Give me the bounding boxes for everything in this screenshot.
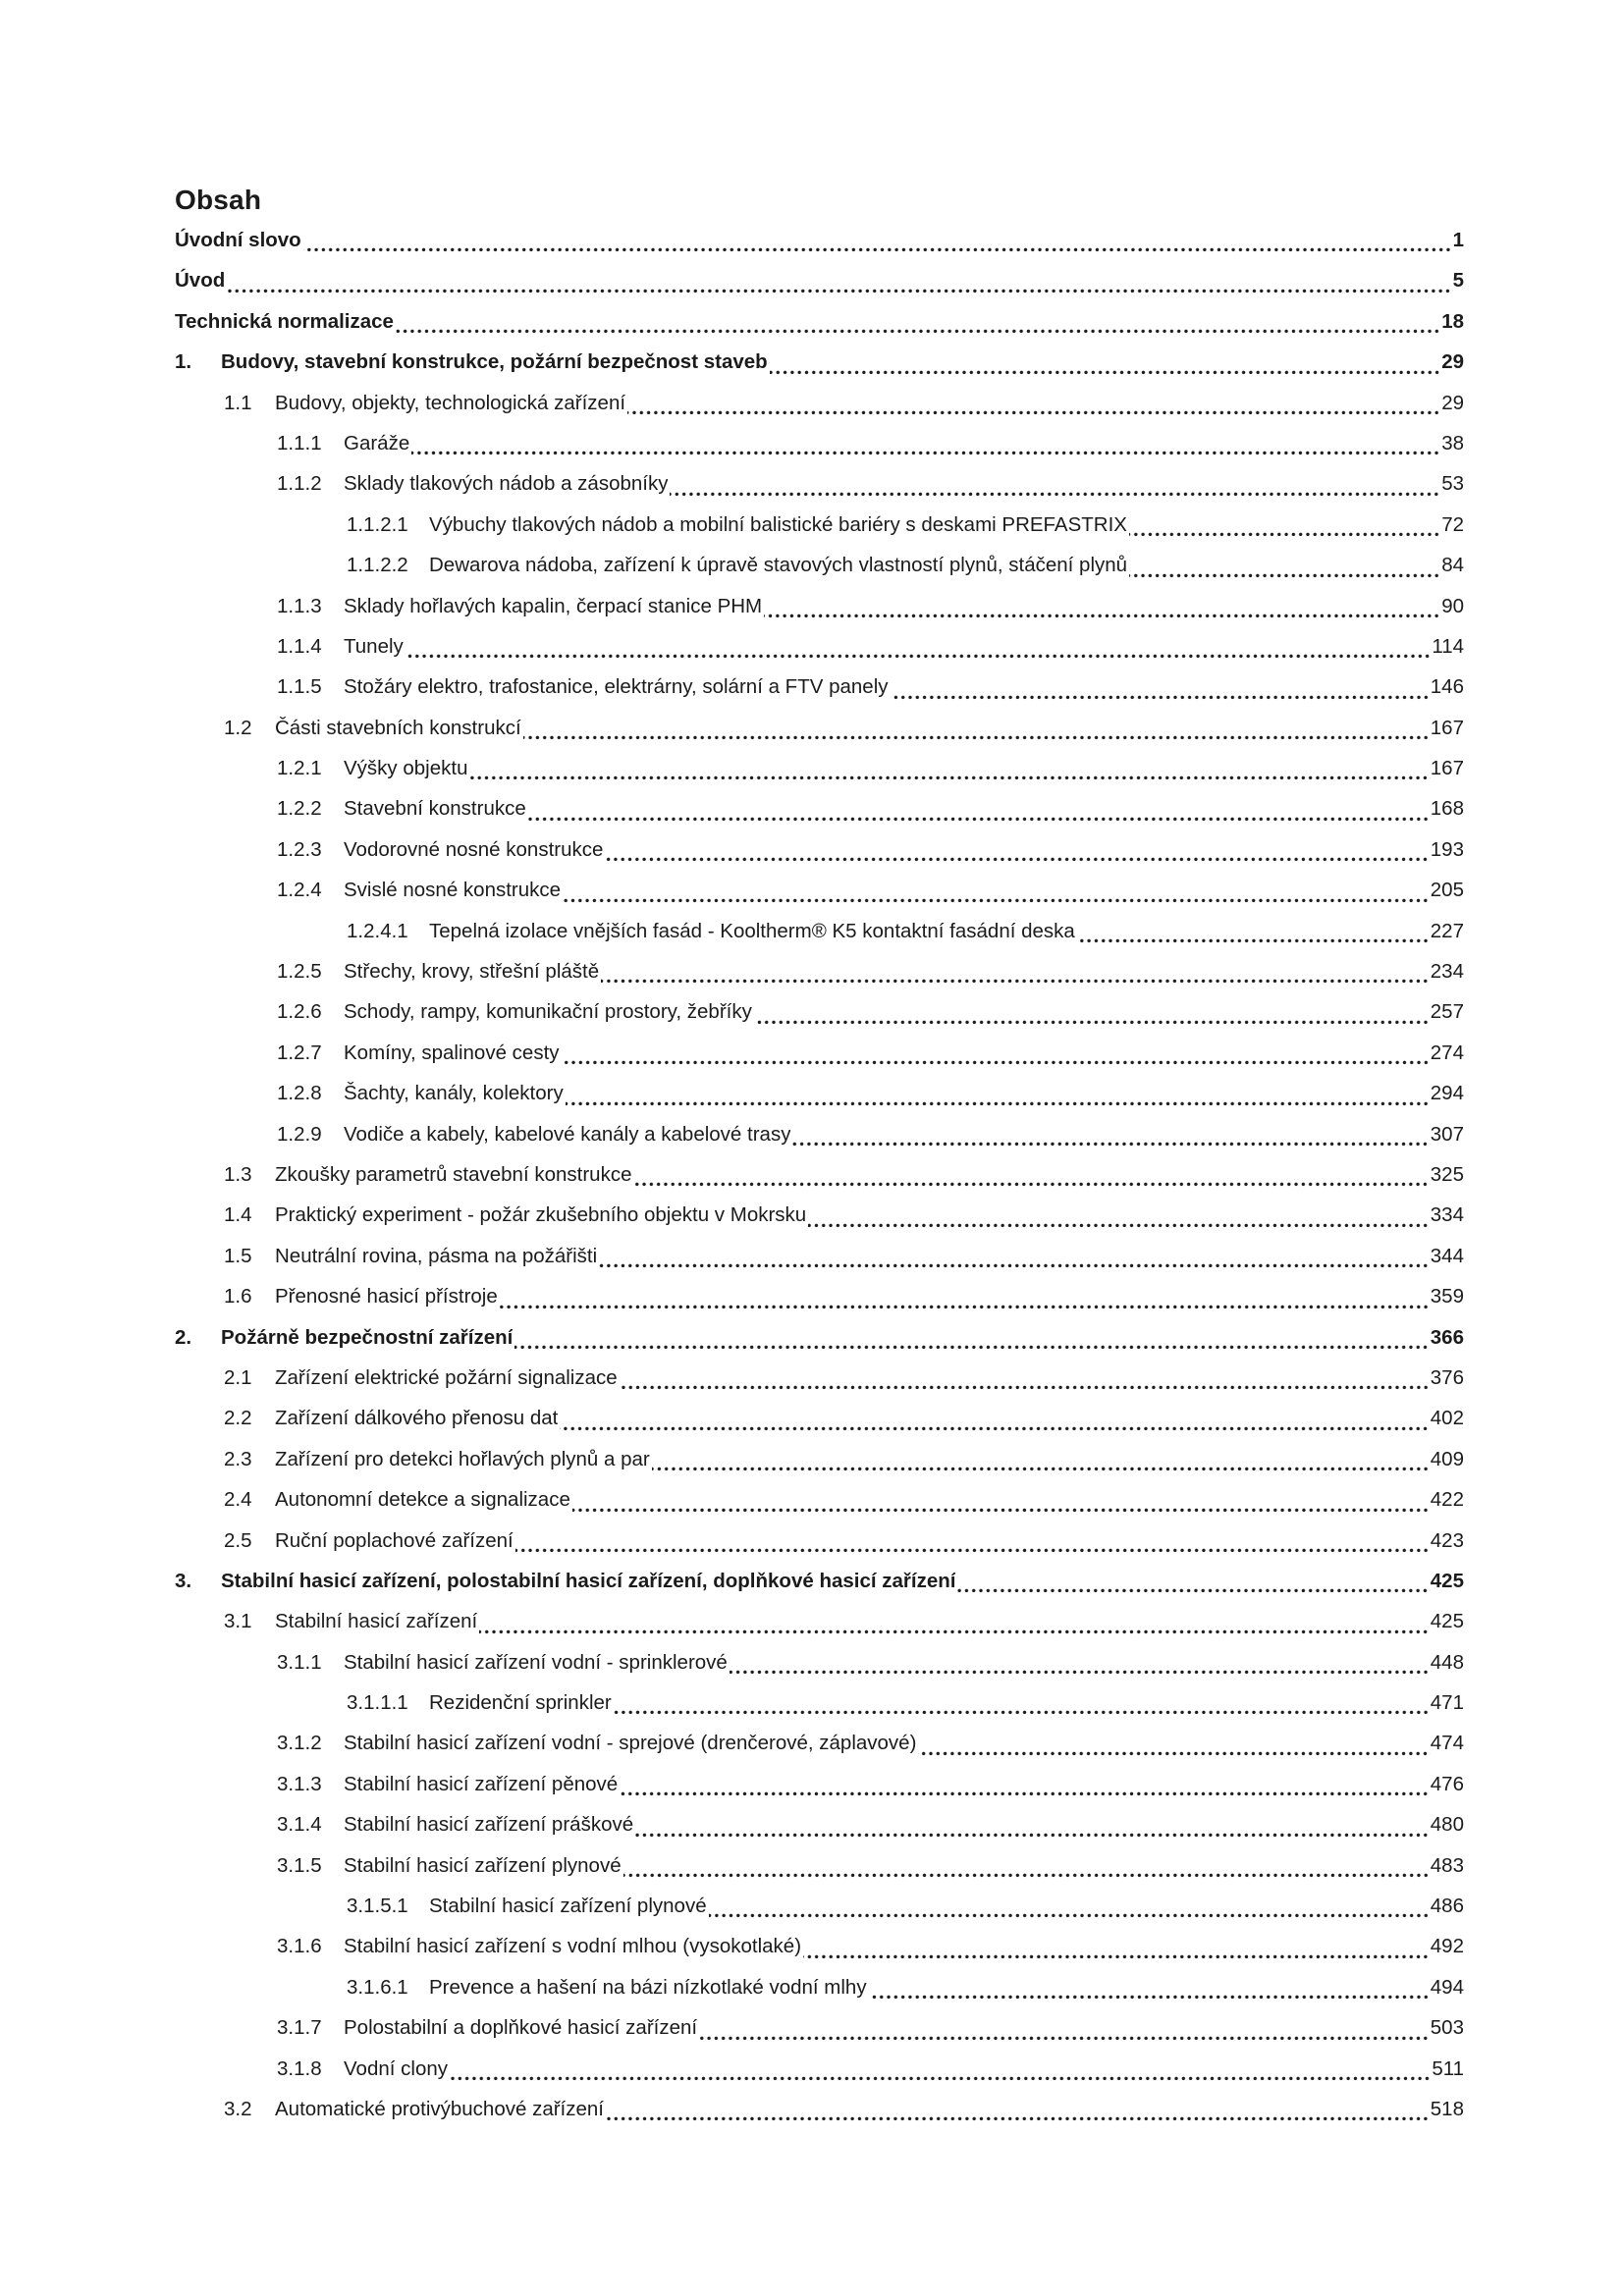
toc-entry-page-number: 422 [1430,1488,1464,1512]
toc-entry [175,586,1464,626]
dot-leader [792,1142,1430,1147]
toc-entry [175,1764,1464,1804]
toc-entry [175,301,1464,342]
toc-entry-number: 3.1.4 [277,1813,322,1837]
dot-leader [652,1467,1431,1471]
toc-entry-page-number: 167 [1430,716,1464,739]
toc-entry-number: 3.1.5 [277,1853,322,1877]
toc-entry-number: 1.2.2 [277,797,322,821]
toc-entry [175,788,1464,828]
toc-entry-label: Stabilní hasicí zařízení vodní - sprinklerové [344,1650,728,1674]
dot-leader [563,898,1431,903]
toc-entry-number: 1.1 [224,391,252,414]
toc-entry-page-number: 53 [1441,472,1464,496]
toc-entry-page-number: 38 [1441,431,1464,454]
toc-entry-label: Požárně bezpečnostní zařízení [221,1325,514,1349]
dot-leader [1129,573,1441,578]
dot-leader [620,1791,1431,1796]
toc-entry [175,1236,1464,1276]
toc-entry-label: Tunely [344,634,404,658]
toc-entry-label: Zkoušky parametrů stavební konstrukce [275,1162,632,1186]
toc-entry [175,260,1464,300]
toc-entry-number: 1.4 [224,1203,252,1227]
dot-leader [601,979,1431,984]
toc-entry-label: Úvod [175,269,226,293]
toc-entry-label: Komíny, spalinové cesty [344,1041,560,1064]
dot-leader [450,2076,1432,2081]
toc-entry [175,2007,1464,2048]
toc-entry-label: Zařízení dálkového přenosu dat [275,1407,559,1430]
toc-entry-page-number: 425 [1430,1569,1464,1592]
toc-entry [175,1154,1464,1195]
toc-entry [175,220,1464,260]
toc-entry-number: 3.1.8 [277,2056,322,2080]
toc-entry-number: 1.2.9 [277,1122,322,1146]
toc-entry-label: Výšky objektu [344,757,468,780]
dot-leader [566,1101,1431,1106]
toc-entry [175,1642,1464,1682]
toc-entry-label: Vodiče a kabely, kabelové kanály a kabelové trasy [344,1122,791,1146]
toc-entry-label: Vodorovné nosné konstrukce [344,837,604,861]
toc-entry-label: Stavební konstrukce [344,797,526,821]
toc-entry [175,951,1464,991]
toc-entry-number: 1.2.5 [277,960,322,984]
toc-entry-label: Vodní clony [344,2056,448,2080]
toc-entry-page-number: 359 [1430,1285,1464,1308]
toc-entry-label: Stabilní hasicí zařízení plynové [344,1853,622,1877]
toc-entry [175,1521,1464,1561]
dot-leader [599,1263,1431,1268]
toc-entry-label: Tepelná izolace vnějších fasád - Kooltherm® K5 kontaktní fasádní deska [429,919,1075,942]
toc-entry-number: 3.1.1.1 [347,1691,408,1715]
toc-entry-label: Budovy, objekty, technologická zařízení [275,391,626,414]
dot-leader [406,654,1433,659]
toc-entry-label: Sklady hořlavých kapalin, čerpací stanice PHM [344,594,763,617]
toc-entry-page-number: 274 [1430,1041,1464,1064]
dot-leader [523,735,1431,740]
toc-entry [175,1561,1464,1601]
toc-entry-page-number: 205 [1430,879,1464,902]
dot-leader [808,1223,1431,1228]
toc-entry-page-number: 334 [1430,1203,1464,1227]
toc-entry-number: 3.1.3 [277,1772,322,1795]
toc-entry-number: 1.2.1 [277,757,322,780]
toc-entry [175,1845,1464,1886]
toc-entry [175,1804,1464,1844]
toc-entry-number: 1.1.2 [277,472,322,496]
toc-entry-label: Prevence a hašení na bázi nízkotlaké vodní mlhy [429,1975,867,1999]
dot-leader [479,1629,1431,1634]
toc-entry-label: Sklady tlakových nádob a zásobníky [344,472,669,496]
toc-entry-number: 3.1.7 [277,2016,322,2040]
toc-entry-label: Stabilní hasicí zařízení [275,1610,478,1633]
dot-leader [764,614,1441,618]
toc-entry [175,383,1464,423]
toc-entry-page-number: 257 [1430,1000,1464,1024]
toc-entry-page-number: 471 [1430,1691,1464,1715]
toc-entry-label: Stabilní hasicí zařízení vodní - sprejové (drenčerové, záplavové) [344,1732,917,1755]
dot-leader [635,1833,1431,1838]
toc-entry-label: Dewarova nádoba, zařízení k úpravě stavových vlastností plynů, stáčení plynů [429,554,1128,577]
toc-entry [175,1114,1464,1154]
toc-entry [175,1398,1464,1438]
toc-entry [175,829,1464,870]
dot-leader [303,247,1453,252]
toc-entry-number: 1.1.2.2 [347,554,408,577]
toc-entry [175,463,1464,504]
toc-entry [175,1601,1464,1641]
toc-entry [175,423,1464,463]
toc-entry-number: 1.1.5 [277,675,322,699]
toc-entry-page-number: 476 [1430,1772,1464,1795]
dot-leader [227,289,1452,294]
toc-entry-label: Střechy, krovy, střešní pláště [344,960,600,984]
toc-entry [175,1439,1464,1479]
toc-entry-page-number: 503 [1430,2016,1464,2040]
toc-entry-label: Schody, rampy, komunikační prostory, žebříky [344,1000,752,1024]
toc-entry [175,2089,1464,2129]
dot-leader [1129,532,1441,537]
toc-entry-page-number: 167 [1430,757,1464,780]
toc-entry-label: Zařízení elektrické požární signalizace [275,1365,618,1389]
toc-entry-number: 2.4 [224,1488,252,1512]
dot-leader [572,1508,1431,1513]
toc-entry-label: Úvodní slovo [175,229,301,251]
toc-entry-page-number: 72 [1441,512,1464,536]
toc-entry [175,1967,1464,2007]
toc-entry-label: Stožáry elektro, trafostanice, elektrárny, solární a FTV panely [344,675,889,699]
toc-entry [175,1886,1464,1926]
toc-entry-page-number: 480 [1430,1813,1464,1837]
toc-entry [175,545,1464,585]
toc-entry-page-number: 29 [1441,350,1464,374]
toc-entry-number: 1.2.4.1 [347,919,408,942]
toc-entry-number: 1.2.4 [277,879,322,902]
toc-entry-label: Garáže [344,431,410,454]
toc-entry-label: Stabilní hasicí zařízení s vodní mlhou (vysokotlaké) [344,1935,802,1958]
toc-entry [175,342,1464,382]
toc-entry-page-number: 474 [1430,1732,1464,1755]
toc-entry-number: 1.1.3 [277,594,322,617]
toc-entry-label: Neutrální rovina, pásma na požářišti [275,1244,598,1267]
toc-entry-page-number: 146 [1430,675,1464,699]
toc-entry-label: Stabilní hasicí zařízení, polostabilní hasicí zařízení, doplňkové hasicí zařízení [221,1569,956,1592]
toc-entry-number: 1.3 [224,1162,252,1186]
toc-entry-number: 1.2.3 [277,837,322,861]
toc-entry [175,2049,1464,2089]
toc-entry-label: Části stavebních konstrukcí [275,716,521,739]
toc-entry-page-number: 483 [1430,1853,1464,1877]
toc-page [175,185,1464,2129]
toc-entry-number: 3. [175,1569,192,1592]
dot-leader [670,492,1441,497]
page-title: Obsah [175,185,262,215]
toc-entry-page-number: 423 [1430,1528,1464,1552]
toc-entry-page-number: 492 [1430,1935,1464,1958]
toc-entry-page-number: 307 [1430,1122,1464,1146]
dot-leader [500,1305,1431,1309]
toc-entry-number: 1.1.2.1 [347,512,408,536]
dot-leader [614,1710,1431,1715]
toc-entry [175,870,1464,910]
toc-entry-page-number: 486 [1430,1895,1464,1918]
toc-entry-number: 2. [175,1325,192,1349]
toc-entry-label: Ruční poplachové zařízení [275,1528,514,1552]
toc-entry-number: 3.1 [224,1610,252,1633]
toc-entry-page-number: 376 [1430,1365,1464,1389]
toc-entry-label: Stabilní hasicí zařízení práškové [344,1813,634,1837]
dot-leader [528,817,1431,822]
dot-leader [869,1995,1431,2000]
toc-entry-page-number: 18 [1441,309,1464,333]
toc-entry-page-number: 511 [1432,2056,1464,2080]
dot-leader [411,451,1441,455]
toc-entry-page-number: 294 [1430,1082,1464,1105]
dot-leader [730,1670,1431,1675]
toc-entry-page-number: 227 [1430,919,1464,942]
toc-entry-number: 2.2 [224,1407,252,1430]
dot-leader [891,695,1431,700]
toc-entry-page-number: 409 [1430,1447,1464,1470]
toc-entry-label: Rezidenční sprinkler [429,1691,612,1715]
toc-entry [175,1317,1464,1358]
toc-entry [175,1195,1464,1235]
toc-entry-page-number: 114 [1432,634,1464,658]
toc-entry-page-number: 344 [1430,1244,1464,1267]
toc-entry [175,991,1464,1032]
dot-leader [770,370,1442,375]
dot-leader [754,1020,1431,1025]
toc-entry-label: Technická normalizace [175,309,394,333]
toc-entry-number: 1. [175,350,192,374]
toc-entry-number: 1.2.7 [277,1041,322,1064]
dot-leader [606,2116,1431,2121]
toc-entry [175,1723,1464,1763]
toc-entry-label: Budovy, stavební konstrukce, požární bezpečnost staveb [221,350,768,374]
toc-entry [175,505,1464,545]
toc-entry-number: 3.1.6 [277,1935,322,1958]
toc-entry-label: Autonomní detekce a signalizace [275,1488,570,1512]
toc-entry-number: 1.1.4 [277,634,322,658]
dot-leader [709,1913,1431,1918]
toc-entry-page-number: 234 [1430,960,1464,984]
toc-entry-label: Výbuchy tlakových nádob a mobilní balistické bariéry s deskami PREFASTRIX [429,512,1127,536]
toc-entry-number: 1.1.1 [277,431,322,454]
toc-entry-number: 3.2 [224,2097,252,2120]
toc-entry-label: Stabilní hasicí zařízení pěnové [344,1772,619,1795]
toc-entry-number: 3.1.1 [277,1650,322,1674]
dot-leader [514,1345,1430,1350]
toc-entry-number: 2.3 [224,1447,252,1470]
toc-entry-number: 3.1.2 [277,1732,322,1755]
toc-entry-page-number: 448 [1430,1650,1464,1674]
toc-entry [175,748,1464,788]
toc-entry-number: 1.2.8 [277,1082,322,1105]
toc-entry-label: Automatické protivýbuchové zařízení [275,2097,604,2120]
toc-entry-page-number: 366 [1430,1325,1464,1349]
dot-leader [623,1873,1431,1878]
dot-leader [620,1385,1431,1390]
toc-entry-number: 3.1.6.1 [347,1975,408,1999]
dot-leader [1077,938,1431,943]
toc-entry [175,1479,1464,1520]
dot-leader [918,1751,1430,1756]
toc-list [175,220,1464,2129]
toc-entry [175,1073,1464,1113]
toc-entry-page-number: 84 [1441,554,1464,577]
toc-entry-number: 1.6 [224,1285,252,1308]
toc-entry-label: Přenosné hasicí přístroje [275,1285,498,1308]
dot-leader [562,1060,1431,1065]
toc-entry [175,911,1464,951]
toc-entry-page-number: 1 [1452,229,1464,251]
toc-entry-page-number: 90 [1441,594,1464,617]
dot-leader [627,410,1441,415]
toc-entry [175,708,1464,748]
toc-entry-page-number: 193 [1430,837,1464,861]
toc-entry-number: 1.2.6 [277,1000,322,1024]
toc-entry-label: Svislé nosné konstrukce [344,879,562,902]
dot-leader [633,1182,1430,1187]
toc-entry-number: 2.5 [224,1528,252,1552]
dot-leader [957,1588,1430,1593]
toc-entry-label: Polostabilní a doplňkové hasicí zařízení [344,2016,698,2040]
toc-entry-page-number: 494 [1430,1975,1464,1999]
toc-entry-page-number: 425 [1430,1610,1464,1633]
toc-entry-number: 1.5 [224,1244,252,1267]
toc-entry-number: 1.2 [224,716,252,739]
toc-entry-page-number: 518 [1430,2097,1464,2120]
toc-entry-label: Šachty, kanály, kolektory [344,1082,564,1105]
toc-entry-label: Stabilní hasicí zařízení plynové [429,1895,707,1918]
toc-entry-page-number: 325 [1430,1162,1464,1186]
dot-leader [699,2036,1431,2041]
dot-leader [515,1548,1431,1553]
dot-leader [396,329,1441,334]
dot-leader [605,857,1430,862]
toc-entry [175,626,1464,667]
dot-leader [803,1954,1431,1959]
toc-entry [175,1682,1464,1723]
toc-entry-page-number: 402 [1430,1407,1464,1430]
toc-entry [175,1276,1464,1316]
toc-entry-number: 3.1.5.1 [347,1895,408,1918]
toc-entry [175,1033,1464,1073]
toc-entry [175,1358,1464,1398]
toc-entry-page-number: 168 [1430,797,1464,821]
dot-leader [469,775,1430,780]
toc-entry-number: 2.1 [224,1365,252,1389]
toc-entry [175,667,1464,707]
toc-entry [175,1926,1464,1966]
dot-leader [560,1426,1430,1431]
toc-entry-page-number: 5 [1452,269,1464,293]
toc-entry-label: Zařízení pro detekci hořlavých plynů a par [275,1447,650,1470]
toc-entry-page-number: 29 [1441,391,1464,414]
toc-entry-label: Praktický experiment - požár zkušebního objektu v Mokrsku [275,1203,807,1227]
